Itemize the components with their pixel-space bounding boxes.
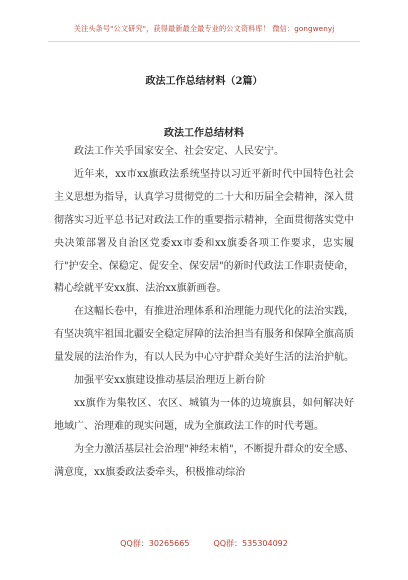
- header-divider: [48, 41, 360, 42]
- paragraph: 近年来，xx市xx旗政法系统坚持以习近平新时代中国特色社会主义思想为指导，认真学习贯彻党的二十大和历届全会精神，深入贯彻落实习近平总书记对政法工作的重要指示精神，全面贯彻落实党中央决策部署及自治区党委xx市委和xx旗委各项工作要求，忠实履行"护安全、保稳定、促安全、保安居"的新时代政法工作职责使命，精心绘就平安xx旗、法治xx旗新画卷。: [54, 168, 354, 295]
- paragraph: 在这幅长卷中，有推进治理体系和治理能力现代化的法治实践，有坚决筑牢祖国北疆安全稳定屏障的法治担当有服务和保障全旗高质量发展的法治作为，有以人民为中心守护群众美好生活的法治护航。: [54, 306, 354, 364]
- header-promo-note: 关注头条号"公文研究"，获得最新最全最专业的公文资料库！ 微信：gongwenyj: [73, 24, 335, 33]
- paragraph-heading: 加强平安xx旗建设推动基层治理迈上新台阶: [74, 375, 266, 387]
- footer-qq-group-2: QQ群：535304092: [213, 539, 288, 548]
- paragraph: 政法工作关乎国家安全、社会安定、人民安宁。: [74, 146, 284, 157]
- paragraph: xx旗作为集牧区、农区、城镇为一体的边境旗县，如何解决好地域广、治理难的现实问题，成为全旗政法工作的时代考题。: [54, 397, 354, 432]
- document-title: 政法工作总结材料（2篇）: [145, 76, 263, 87]
- section-title: 政法工作总结材料: [164, 128, 244, 139]
- footer-qq-group-1: QQ群：30265665: [120, 539, 190, 548]
- paragraph: 为全力激活基层社会治理"神经末梢"，不断提升群众的安全感、满意度，xx旗委政法委牵头，积极推动综治: [54, 443, 354, 478]
- footer-contact: [0, 538, 408, 549]
- document-body: [54, 141, 354, 485]
